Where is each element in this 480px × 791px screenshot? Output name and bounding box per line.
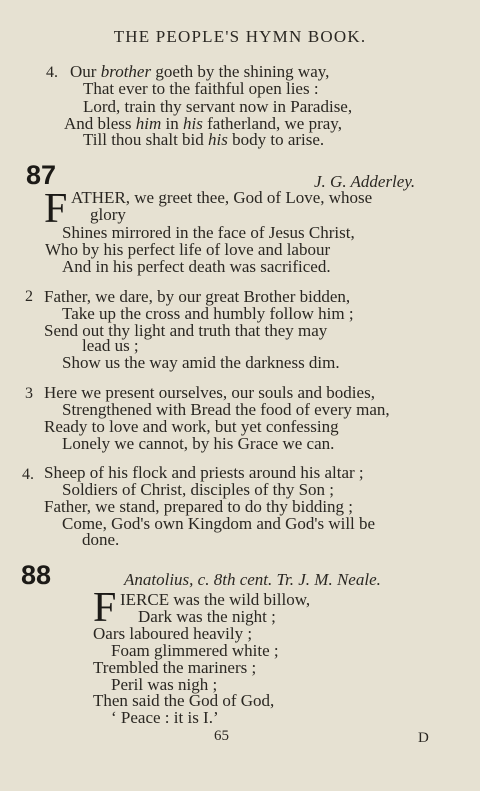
verse-line: ATHER, we greet thee, God of Love, whose: [71, 188, 373, 207]
verse-line: Strengthened with Bread the food of every man,: [62, 400, 390, 419]
page-number: 65: [214, 728, 229, 744]
verse-number: 2: [25, 288, 33, 305]
verse-line: Sheep of his flock and priests around his altar ;: [44, 463, 364, 482]
verse-line: Soldiers of Christ, disciples of thy Son ;: [62, 480, 334, 499]
verse-line: Foam glimmered white ;: [111, 641, 279, 660]
signature-mark: D: [418, 730, 429, 746]
verse-line: Shines mirrored in the face of Jesus Christ,: [62, 223, 355, 242]
verse-line: Lord, train thy servant now in Paradise,: [83, 97, 353, 116]
verse-number: 4.: [22, 466, 34, 483]
verse-line: Take up the cross and humbly follow him ;: [62, 304, 354, 323]
verse-number: 4.: [46, 64, 58, 81]
verse-line: Then said the God of God,: [93, 691, 275, 710]
verse-line: Till thou shalt bid his body to arise.: [83, 130, 325, 149]
hymn-author: J. G. Adderley.: [314, 172, 416, 191]
verse-line: ‘ Peace : it is I.’: [111, 708, 219, 727]
hymn-number: 88: [21, 560, 52, 590]
drop-cap: F: [44, 186, 68, 232]
verse-line: Send out thy light and truth that they may: [44, 321, 328, 340]
drop-cap: F: [93, 585, 117, 631]
verse-line: Peril was nigh ;: [111, 675, 218, 694]
verse-line: done.: [82, 530, 120, 549]
verse-line: Show us the way amid the darkness dim.: [62, 353, 340, 372]
verse-line: Ready to love and work, but yet confessing: [44, 417, 339, 436]
verse-line: Dark was the night ;: [138, 607, 276, 626]
verse-line: lead us ;: [82, 336, 139, 355]
verse-line: Who by his perfect life of love and labour: [45, 240, 331, 259]
verse-line: IERCE was the wild billow,: [120, 590, 311, 609]
verse-line: Oars laboured heavily ;: [93, 624, 253, 643]
verse-line: And bless him in his fatherland, we pray,: [64, 114, 342, 133]
verse-line: Here we present ourselves, our souls and bodies,: [44, 383, 375, 402]
verse-line: That ever to the faithful open lies :: [83, 79, 319, 98]
verse-number: 3: [25, 385, 33, 402]
verse-line: And in his perfect death was sacrificed.: [62, 257, 331, 276]
verse-line: Come, God's own Kingdom and God's will be: [62, 514, 376, 533]
hymn-author: Anatolius, c. 8th cent. Tr. J. M. Neale.: [124, 570, 381, 589]
hymn-number: 87: [26, 160, 57, 190]
verse-line: Trembled the mariners ;: [93, 658, 257, 677]
verse-line: Father, we stand, prepared to do thy bidding ;: [44, 497, 354, 516]
verse-line: glory: [90, 205, 126, 224]
verse-line: Our brother goeth by the shining way,: [70, 62, 330, 81]
running-head: THE PEOPLE'S HYMN BOOK.: [113, 27, 367, 46]
verse-line: Father, we dare, by our great Brother bidden,: [44, 287, 351, 306]
verse-line: Lonely we cannot, by his Grace we can.: [62, 434, 335, 453]
